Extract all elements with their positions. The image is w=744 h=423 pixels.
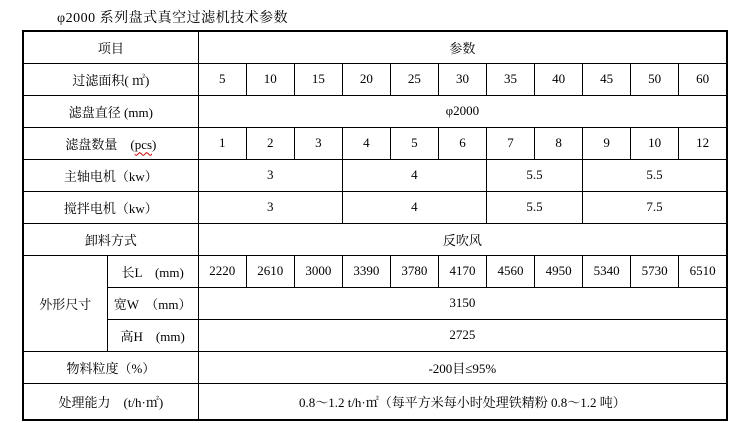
header-item-cell: 项目 [23,31,198,63]
disc-diameter-value: φ2000 [198,95,727,127]
dimensions-label: 外形尺寸 [23,255,107,351]
table-row-header [23,31,727,63]
dimension-length-value: 2610 [246,255,294,287]
particle-size-value: -200目≤95% [198,351,727,383]
agitator-motor-group-value: 3 [198,191,342,223]
disc-count-value: 9 [583,127,631,159]
dimension-length-value: 5730 [631,255,679,287]
disc-count-value: 12 [679,127,727,159]
dimension-length-label: 长L (mm) [107,255,198,287]
disc-count-label-prefix: 滤盘数量 ( [65,136,135,152]
table-row-dimension-length [23,255,727,287]
discharge-value: 反吹风 [198,223,727,255]
disc-count-value: 8 [535,127,583,159]
main-motor-label: 主轴电机（kw） [23,159,198,191]
particle-size-label: 物料粒度（%） [23,351,198,383]
filter-area-value: 45 [583,63,631,95]
disc-count-value: 1 [198,127,246,159]
dimension-height-value: 2725 [198,319,727,351]
table-row-particle-size [23,351,727,383]
filter-area-value: 25 [390,63,438,95]
dimension-length-value: 2220 [198,255,246,287]
disc-count-value: 4 [342,127,390,159]
filter-area-value: 15 [294,63,342,95]
main-motor-group-value: 3 [198,159,342,191]
table-row-capacity [23,383,727,420]
dimension-length-value: 3000 [294,255,342,287]
agitator-motor-group-value: 4 [342,191,486,223]
filter-area-value: 30 [438,63,486,95]
agitator-motor-group-value: 5.5 [487,191,583,223]
table-row-dimension-height [23,319,727,351]
disc-count-unit-spellcheck: pcs [134,136,153,152]
dimension-length-value: 6510 [679,255,727,287]
table-row-disc-count [23,127,727,159]
disc-diameter-label: 滤盘直径 (mm) [23,95,198,127]
dimension-width-label: 宽W （mm） [107,287,198,319]
filter-area-value: 35 [487,63,535,95]
table-row-agitator-motor [23,191,727,223]
dimension-length-value: 4950 [535,255,583,287]
capacity-value: 0.8～1.2 t/h·㎡（每平方米每小时处理铁精粉 0.8～1.2 吨） [198,383,727,420]
dimension-length-value: 3780 [390,255,438,287]
dimension-length-value: 3390 [342,255,390,287]
capacity-label: 处理能力 (t/h·㎡) [23,383,198,420]
disc-count-value: 2 [246,127,294,159]
disc-count-value: 5 [390,127,438,159]
filter-area-value: 60 [679,63,727,95]
main-motor-group-value: 5.5 [487,159,583,191]
dimension-length-value: 4170 [438,255,486,287]
filter-area-value: 5 [198,63,246,95]
page-title: φ2000 系列盘式真空过滤机技术参数 [57,11,289,26]
disc-count-value: 3 [294,127,342,159]
table-row-dimension-width [23,287,727,319]
table-row-main-motor [23,159,727,191]
filter-area-value: 10 [246,63,294,95]
main-motor-group-value: 4 [342,159,486,191]
filter-area-value: 50 [631,63,679,95]
filter-area-value: 40 [535,63,583,95]
spec-table [22,30,728,421]
disc-count-value: 6 [438,127,486,159]
agitator-motor-label: 搅拌电机（kw） [23,191,198,223]
agitator-motor-group-value: 7.5 [583,191,727,223]
filter-area-label: 过滤面积( ㎡) [23,63,198,95]
disc-count-label [23,127,198,159]
disc-count-value: 10 [631,127,679,159]
disc-count-value: 7 [487,127,535,159]
discharge-label: 卸料方式 [23,223,198,255]
table-row-filter-area [23,63,727,95]
table-row-discharge [23,223,727,255]
table-row-disc-diameter [23,95,727,127]
header-params-cell: 参数 [198,31,727,63]
dimension-height-label: 高H (mm) [107,319,198,351]
disc-count-label-suffix: ) [152,136,157,152]
filter-area-value: 20 [342,63,390,95]
main-motor-group-value: 5.5 [583,159,727,191]
dimension-length-value: 4560 [487,255,535,287]
dimension-length-value: 5340 [583,255,631,287]
dimension-width-value: 3150 [198,287,727,319]
